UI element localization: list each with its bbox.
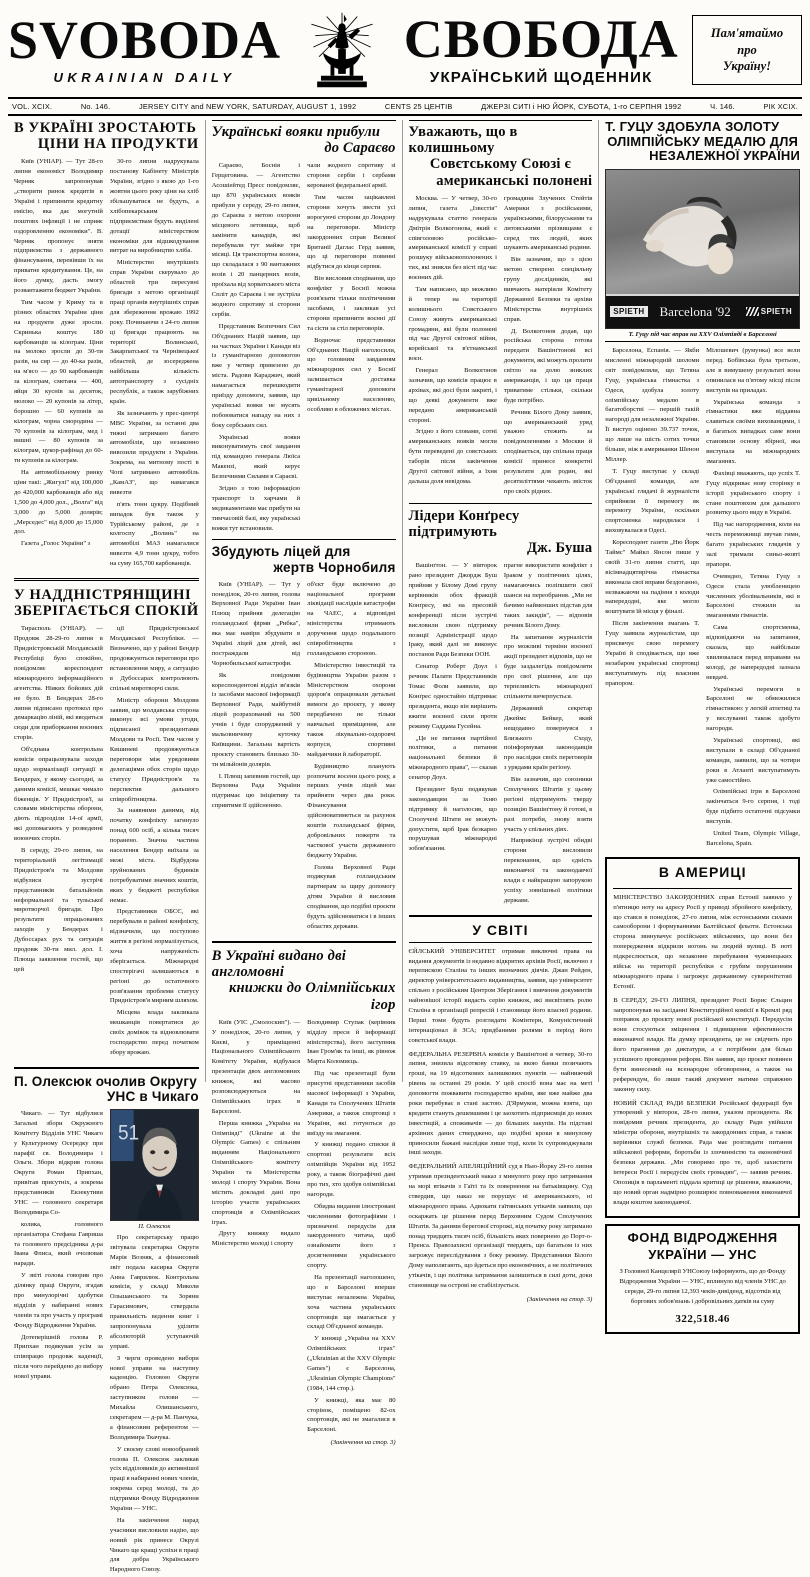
world-briefs xyxy=(409,947,593,1293)
paragraph: Українські спортовці, які виступали в складі Об'єднаної команди, заявили, що за чотири роки в Атланті виступатимуть уже самостійно. xyxy=(706,736,801,784)
paragraph: Київ (УІС „Смолоскип"). — У понеділок, 20-го липня, у Києві, у приміщенні Національного Олімпійського Комітету України, відбулася презентація двох англомовних книжок, які масово розповсюджуються на Олімпійських іграх в Барселоні. xyxy=(211,1018,301,1115)
paragraph: Очевидно, Тетяна Гуцу з Одеси стала улюбленицею численних уболівальників, які в Барселоні стежили за змаганнями гімнастів. xyxy=(706,572,801,620)
story-prices-col-a xyxy=(14,157,103,571)
section-divider xyxy=(14,578,199,581)
paragraph: Чикаго. — Тут відбулися Загальні збори Окружного Комітету Відділів УНС Чикаго у Культурному Осередку при парафії св. Володимира і Ольги. Збори відкрив голова Округи Роман Припхан, привітав присутніх, а зокрема представників Екзекутиви УНС — головного секретаря Володимира Со- xyxy=(14,1109,103,1216)
headline-line-2: ЦІНИ НА ПРОДУКТИ xyxy=(37,136,199,153)
paragraph: У книжці, яка має 80 сторінок, поміщено 82-ох спортовців, які не змагалися в Барселоні. xyxy=(307,1396,396,1434)
paragraph: За наявними даними, від початку конфлікту загинуло понад 600 осіб, а кілька тисяч поранено. Значна частина населення Бендер виїхала за межі міста. Відбудова зруйнованих будинків потребуватиме значних коштів, яких у бюджеті республіки немає. xyxy=(109,807,199,904)
paragraph: громадяни Злучених Стейтів Америки з російськими, українськими, білоруськими та литовськими прізвищами є серед тих людей, яких шукають американські родини. xyxy=(503,194,593,252)
paragraph: колика, головного організатора Стефана Гавриша та головного предсідника д-ра Івана Флиса, який очолював наради. xyxy=(14,1220,103,1268)
paragraph: Сараєво, Боснія і Герцеговина. — Агентство Асошіейтед Пресс повідомляє, що 870 українських вояків прибули у середу, 29-го липня, до Сараєва з метою охорони місцевого летовища, щоб замінити канадців, які перебували тут майже три місяці. Ця транспортна колона, що складалася з 90 вантажних возів і 20 панцерних возів, проїхала від хорватського міста Спліт до Сараєва і не зустріла жодного спротиву зі сторони сербів. xyxy=(211,162,301,318)
column-4 xyxy=(598,119,802,1325)
folio-volume: VOL. XCIX. xyxy=(12,102,53,111)
america-brief-item: В СЕРЕДУ, 29-ГО ЛИПНЯ, президент Росії Борис Єльцин запропонував на засіданні Конституційної комісії в Кремлі ряд поправок до проєкту нової російської конституції. Передусім вони стосуються зміцнення і підвищення ефективности виконавчої влади. На думку президента, це не свідчить про його прагнення до диктатури, а є потрібним для більш успішного проведення реформ. Він заявив, що проєкт повинен бути винесений на всенародне обговорення, а також на референдум, бо лише такий документ матиме справжню законну силу. xyxy=(613,996,792,1093)
headline-line-1: П. Олексюк очолив Округу xyxy=(14,1073,197,1089)
beam-branding-strip xyxy=(606,294,799,328)
paragraph: На презентації наголошено, що в Барселоні вперше виступає незалежна Україна, хоча частина українських спортовців ще змагається у складі Об'єднаної команди. xyxy=(307,1274,396,1331)
paragraph: Тим часом зацікавлені сторони хочуть звести усі ворогуючі сторони до Лондону на переговори. Міністр закордонних справ Великої Британії Даглас Герд заявив, що ці переговори повинні відбутися до кінця серпня. xyxy=(307,194,396,271)
america-brief-item: МІНІСТЕРСТВО ЗАКОРДОННИХ справ Естонії заявило у п'ятницю ноту на адресу Росії у приводі збройного конфлікту, що стався в понеділок, 27-го липня, між естонськими силами самооборони і формуваннями Балтійської фльоти. Естонська сторона звинувачує російських військових, що вони без попередження відкрили вогонь на людній вулиці. В ноті підкреслюється, що незаконне перебування чужинецьких військ на території республіки є грубим порушенням міжнародного права і загрожує державному суверенітетові Естонії. xyxy=(613,893,792,990)
headline-chornobyl-lyceum xyxy=(212,544,396,574)
story-hutsu-body xyxy=(605,346,800,851)
paragraph: У звіті голова говорив про ділянку праці Округи, згадав про минулорічні здобутки відділів у набиранні нових членів та про участь у програмі Фонду Відродження України. xyxy=(14,1272,103,1329)
story-pows-col-b xyxy=(504,194,592,499)
paragraph: Державний секретар Джеймс Бейкер, який нещодавно повернувся з Близького Сходу, поінформував законодавців про наслідки своїх переговорів з урядами країн регіону. xyxy=(503,704,593,772)
paragraph: Він зазначив, що з цією метою створено спеціяльну групу дослідників, які вивчають матеріяли Комітету Державної Безпеки та архіви Міністерства внутрішніх справ. xyxy=(503,256,593,323)
fund-title-line-2: УКРАЇНИ — УНС xyxy=(648,1247,758,1263)
folio-bar xyxy=(8,99,802,116)
folio-number: No. 146. xyxy=(80,102,111,111)
paragraph: Він висловив сподівання, що конфлікт у Боснії можна розв'язати тільки політичними засобами, і закликав усі сторони припинити воєнні дії та сісти за стіл переговорів. xyxy=(307,275,396,332)
column-top-rule xyxy=(409,120,593,121)
oleksiuk-photo-caption: П. Олексюк xyxy=(138,1222,171,1230)
story-chornobyl-body xyxy=(212,580,396,934)
paragraph: п'ять тонн цукру. Подібний випадок був також у Турійському районі, де з колгоспу „Волинь" на автомобілі МАЗ намагалися вивезти 4,9 тонн цукру, тобто на суму 165,700 карбованців. xyxy=(109,500,199,568)
barcelona-92-text: Barcelona '92 xyxy=(659,303,731,319)
paragraph: Об'єднана контрольна комісія опрацьовувала заходи щодо нормалізації ситуації в Бендерах, у якому сьогодні, за даними комісії, мешкає чимало біженців. У Придністров'ї, за словами міністерства оборони, діють підрозділи 14-ої армії, які допомагають у розведенні воюючих сторін. xyxy=(14,746,103,843)
headline-line-3: американські полонені xyxy=(436,172,593,189)
headline-line-2: Дж. Буша xyxy=(526,540,593,557)
story-chornobyl-col-a xyxy=(212,580,300,934)
paragraph: У книжці „Україна на XXV Олімпійських іграх" („Ukrainian at the XXV Olympic Games") є Барселона, „Ukrainian Olympic Champions" (1984, 144 стор.). xyxy=(307,1335,396,1392)
story-oleksiuk-col-b xyxy=(110,1109,199,1577)
article-grid xyxy=(8,119,802,1574)
america-brief-item: НОВИЙ СКЛАД РАДИ БЕЗПЕКИ Російської федерації був утворений у вівторок, 28-го липня, указом президента. Як повідомив речник президента, до складу Ради увійшли міністри оборони, внутрішніх та закордонних справ, а також керівники служб безпеки. Рада має розглядати питання військової реформи, боротьби із злочинністю та економічної безпеки держави. „Ми говоримо про те, щоб захистити інтереси Росії і передусім своїх громадян", — заявив речник. Опозиція в парламенті піддала критиці це рішення, вважаючи, що новий орган надмірно розширює повноваження виконавчої влади коштом законодавчої. xyxy=(613,1099,792,1206)
headline-hutsu-gold-medal xyxy=(605,120,800,164)
masthead xyxy=(8,6,802,94)
paragraph: Газета „Голос України" з xyxy=(21,540,91,548)
headline-line-1: В УКРАЇНІ ЗРОСТАЮТЬ xyxy=(14,120,197,136)
paragraph: Сенатор Роберт Доул і речник Палати Представників Томас Фоли заявили, що Конґрес одностайно підтримає президента, якщо він вирішить вжити воєнної сили проти режиму Саддама Гусейна. xyxy=(408,663,497,730)
section-title-in-america: В АМЕРИЦІ xyxy=(658,863,747,880)
paragraph: Як повідомив кореспондентові відділ зв'язків із засобами масової інформації Верховної Ради, майбутній ліцей розрахований на 500 учнів і буде споруджений у мальовничому куточку Київщини. Загальна вартість проєкту становить близько 30-ти мільйонів долярів. xyxy=(211,671,301,768)
paragraph: „Це не питання партійної політики, а питання національної безпеки й міжнародного права", — сказав сенатор Доул. xyxy=(408,734,497,782)
paragraph: Там написано, що можливо й тепер на території колишнього Совєтського Союзу живуть американські громадяни, які були полонені під час Другої світової війни, корейської та в'єтнамської воєн. xyxy=(408,285,497,363)
paragraph: Речник Білого Дому заявив, що американський уряд уважно стежить за повідомленнями з Москви й сподівається, що спільна праця комісії принесе конкретні результати для родин, які десятиліттями чекають звісток про своїх рідних. xyxy=(503,408,593,495)
headline-ukrainian-troops-sarajevo xyxy=(212,124,396,156)
folio-volume-uk: РІК XCIX. xyxy=(763,102,798,111)
paragraph: Згідно з тою інформацією транспорт із харчами й медикаментами має прибути на тимчасовій базі, яку українські вояки тут встановили. xyxy=(211,484,301,532)
paragraph: Сама спортсменка, відповідаючи на запитання, сказала, що найбільше хвилювалася перед вправами на колоді, де напередодні зазнала невдачі. xyxy=(706,624,801,681)
paragraph: Українські вояки виконуватимуть свої завдання під командою генерала Люїса Макензі, який керує Безпечними Силами в Сараєві. xyxy=(211,433,301,481)
section-title-world: У СВІТІ xyxy=(472,921,529,938)
story-olympic-books-col-b xyxy=(307,1018,395,1448)
promo-line-3: Україну! xyxy=(722,59,772,74)
paragraph: З черги проведено вибори нової управи на наступну каденцію. Головою Округи обрано Петра Олексюка, заступником голови — Михайла Олишанського, секретарем — д-ра М. Панчука, а фінансовим референтом — Володимира Ткачука. xyxy=(109,1354,199,1441)
story-olympic-books-col-a xyxy=(212,1018,300,1448)
section-divider xyxy=(14,1067,199,1069)
folio-place-en: JERSEY CITY and NEW YORK, SATURDAY, AUGUST 1, 1992 xyxy=(139,102,357,111)
headline-olympic-books xyxy=(212,948,396,1013)
continuation-note: (Закінчення на стор. 3) xyxy=(526,1295,593,1303)
paragraph: Під час презентації були присутні представники засобів масової інформації з України, Канади та Сполучених Штатів Америки, а також спортовці з України, які готуються до виїзду на змагання. xyxy=(307,1070,396,1137)
headline-oleksiuk-chicago xyxy=(14,1074,199,1104)
paragraph: Будівництво планують розпочати восени цього року, а перших учнів ліцей має прийняти через два роки. Фінансування здійснюватиметься за рахунок коштів голландської фірми, добровільних пожертв та часткової участи державного бюджету України. xyxy=(307,762,396,859)
paragraph: Міністерство інвестицій та будівництва України разом з Міністерством охорони здоров'я опрацювали детальні вимоги до проєкту, у якому передбачено не тільки навчальні приміщення, але також лікувально-оздоровчі корпуси, спортивні майданчики й лабораторії. xyxy=(307,661,396,758)
headline-line-1: Уважають, що в колишньому xyxy=(408,124,518,157)
svg-text:51: 51 xyxy=(117,1121,140,1145)
headline-line-1: Т. ГУЦУ ЗДОБУЛА ЗОЛОТУ xyxy=(605,119,780,134)
paragraph: Президент Буш подякував законодавцям за їхню підтримку й наголосив, що Сполучені Штати не можуть допустити, щоб Ірак безкарно порушував міжнародні зобов'язання. xyxy=(408,785,497,853)
paragraph: Т. Гуцу виступає у складі Об'єднаної команди, але українські глядачі й журналісти сприйняли її перемогу як перемогу України, оскільки спортсменка народилася і виховувалася в Одесі. xyxy=(605,467,700,535)
story-oleksiuk-col-b-text xyxy=(110,1233,199,1575)
paragraph: Як зазначають у прес-центрі МВС України, за останні два тижні затримано багато автомобілів, що незаконно вивозили продукти з України. Зокрема, на митному пості в Чопі затримано автомобіль „КамАЗ", що намагався вивезти xyxy=(109,409,199,496)
story-prices-col-b xyxy=(110,157,199,571)
spieth-swoosh-icon xyxy=(746,307,759,316)
headline-line-1: Лідери Конґресу підтримують xyxy=(408,507,520,540)
headline-transnistria xyxy=(14,587,199,619)
world-brief-item: ЄЙЛСЬКИЙ УНІВЕРСИТЕТ отримав виключні права на видання документів із недавно відкритих архівів Росії, включно з перепискою Сталіна та інших визначних діячів. Джан Рейден, директор університетського видавництва, заявив, що університет спільно з російським Центром Зберігання і вивчення документів найновішої історії видасть серію книжок, які висвітлять ролю Сталіна в організації репресій і становище його власної родини. Перші томи будуть розглядати Комінтерн, Комуністичний інтернаціонал й ЗСА; придбаними ролями в період його совєтської влади. xyxy=(408,947,593,1044)
paragraph: об'єкт буде включено до національної програми ліквідації наслідків катастрофи на ЧАЕС, а відповідні міністерства отримають доручення щодо подальшого співробітництва з голландською стороною. xyxy=(307,580,396,657)
headline-line-2: жертв Чорнобиля xyxy=(273,559,396,575)
column-1 xyxy=(8,120,205,1574)
section-underline xyxy=(613,888,792,889)
paragraph: Коресподент газети „Ню Йорк Таймс" Майкл Янсон пише у своїй 31-го липня статті, що вісімнадцятирічна гімнастка виконала свої вправи бездоганно, незважаючи на падіння з колоди напередодні, яке могло коштувати їй місця у фіналі. xyxy=(605,539,700,616)
spieth-logo-right xyxy=(743,306,795,317)
paragraph: Дотеперішній голова Р. Припхан подякував усім за співпрацю продовж каденції, після чого перейдено до вибору нової управи. xyxy=(14,1333,103,1381)
paragraph: Вашінґтон. — У вівторок рано президент Джордж Буш прийняв у Білому Домі групу керівників обох фракцій Конґресу, які на пресовій конференції після зустрічі висловили свою підтримку позиції Адміністрації щодо Іраку, який далі не виконує постанов Ради Безпеки ООН. xyxy=(408,562,497,659)
paragraph: В середу, 29-го липня, на територіальній легітимації Придністров'я та Молдови відбулися зустрічі представників батальйонів неформальної та тульської миротворчої бригади. Про результати опрацьованих заходів у Бендерах і Дубоссарах рух та ситуація продовж 30-ти мил. дол. І. Плюща заявлення гостей, що цей xyxy=(14,847,103,973)
masthead-subtitle-uk: УКРАЇНСЬКИЙ ЩОДЕННИК xyxy=(429,69,653,87)
oleksiuk-portrait-photo xyxy=(110,1109,199,1221)
story-oleksiuk-col-a xyxy=(14,1109,103,1577)
paragraph: І. Плющ запевнив гостей, що Верховна Рада України підтримає цю ініціятиву та сприятиме її здійсненню. xyxy=(211,772,301,810)
story-transnistria-col-b xyxy=(110,624,199,1059)
fund-title-line-1: ФОНД ВІДРОДЖЕННЯ xyxy=(627,1230,778,1246)
headline-line-2: ЗБЕРІГАЄТЬСЯ СПОКІЙ xyxy=(14,603,199,620)
paragraph: З Головної Канцелярії УНСоюзу інформують, що до Фонду Відродження України — УНС, вплинуло від членів УНС до середи, 29-го липня 12,393 чеків-дивіденд, відсотків від боргових зобов'язань і добровільних датків на суму xyxy=(619,1268,786,1305)
paragraph: Представники ОБСЄ, які перебували в районі конфлікту, відзначили, що поступово життя в регіоні нормалізується, хоча напруженість зберігається. Міжнародні спостерігачі залишаються в регіоні до остаточного розв'язання проблеми статусу Придністров'я мирним шляхом. xyxy=(109,908,199,1005)
story-oleksiuk-body xyxy=(14,1109,199,1577)
paragraph: ції Придністровської Молдавської Республіки. — Визначено, що у районі Бендер продовжуються переговори про встановлення миру, а ситуацію в Дубоссарах контролюють спільні миротворчі сили. xyxy=(109,625,199,692)
paragraph: United Team, Olympic Village, Barcelona, Spain. xyxy=(706,830,801,847)
masthead-title-uk: СВОБОДА xyxy=(403,8,679,69)
paragraph: Другу книжку видало Міністерство молоді і спорту xyxy=(211,1230,301,1248)
paragraph: У своєму слові новообраний голова П. Олексюк закликав усіх відділовиків до активнішої праці в набиранні нових членів, зокрема серед молоді, та до підтримки Фонду Відродження України — УНС. xyxy=(109,1445,199,1513)
paragraph: Д. Волкогонов додав, що російська сторона готова передати Вашінґтонові всі документи, які можуть пролити світло на долю зниклих американців, і що ця праця триватиме стільки, скільки буде потрібно. xyxy=(503,327,593,404)
world-brief-item: ФЕДЕРАЛЬНА РЕЗЕРВНА комісія у Вашінґтоні в четвер, 30-го липня, знизила відсоткову ставку, за якою банки позичають гроші, на 19 відсоткових залишкових пунктів — найнижчий рівень за останні 29 років. У цей спосіб вона має на меті допомогти пожвавити господарство країни, яке вже майже два роки перебуває в стані застою. Д'Ярмуков, можна взяти, що кредити стануть дешевшими і це заохотить підприємців до нових інвестицій, а споживачів — до більших закупів. На підставі архівних даних стверджено, що подібні кроки в минулому приносили бажані наслідки лише тоді, коли їх супроводжували інші заходи. xyxy=(408,1050,593,1157)
headline-line-2: до Сараєво xyxy=(324,140,396,157)
paragraph: Згідно з його словами, сотні американських вояків могли бути переведені до совєтських таборів після закінчення Другої світової війни, а їхня дальша доля невідома. xyxy=(408,428,497,485)
paragraph: На закінчення нарад учасники висловили надію, що новий рік принесе Окрузі Чикаго ще кращі успіхи в праці для добра Українського Народного Союзу. xyxy=(109,1516,199,1574)
story-hutsu-col-a xyxy=(605,346,699,851)
paragraph: чали жодного спротиву зі сторони сербів і сербами керованої федеральної армії. xyxy=(307,162,396,190)
masthead-subtitle-en: UKRAINIAN DAILY xyxy=(53,70,236,86)
story-transnistria-body xyxy=(14,624,199,1059)
paragraph: Водночас представники Об'єднаних Націй наголосили, що головним завданням міжнародних сил у Боснії залишається доставка гуманітарної допомоги цивільному населенню, особливо в обложених містах. xyxy=(307,336,396,413)
paragraph: Генерал Волкогонов зазначив, що комісія працює в архівах, які досі були закриті, і що деякі документи вже передано американській стороні. xyxy=(408,367,497,424)
story-transnistria-col-a xyxy=(14,624,103,1059)
paragraph: Після закінчення змагань Т. Гуцу заявила журналістам, що присвячує свою перемогу Україні й сподівається, що вже незабаром українські спортовці виступатимуть під власним прапором. xyxy=(605,620,700,687)
section-divider xyxy=(212,539,396,540)
headline-line-2: УНС в Чикаго xyxy=(106,1088,199,1104)
folio-place-uk: ДЖЕРЗІ СИТІ і НЮ ЙОРК, СУБОТА, 1-го СЕРПНЯ 1992 xyxy=(481,102,682,111)
story-congress-col-a xyxy=(409,561,497,907)
headline-line-1: Українські вояки прибули xyxy=(211,124,381,140)
paragraph: Про секретарську працю звітувала секретарка Округи Марія Возняк, а фінансовий звіт подала касирка Округи Анна Гаврилюк. Контрольна комісія, у складі Миколи Ольшанського та Зоряни Гарасимович, ствердила правильність ведення книг і запропонувала уділити абсолюторій уступаючій управі. xyxy=(109,1233,199,1350)
masthead-ukrainian xyxy=(403,8,679,87)
paragraph: Мілошевич (румунка) все вели перед. Бобівська була третьою, але в вимушену результаті вона опинилася на п'ятому місці після виступів на приладах. xyxy=(706,347,801,394)
headline-prices-ukraine xyxy=(14,120,199,152)
promo-line-1: Пам'ятаймо xyxy=(710,25,784,40)
story-hutsu-col-b xyxy=(706,346,800,851)
paragraph: Тирасполь (УНІАР). — Продовж 28-29-го липня в Придністровській Молдавській Республіці було спокійно, повідомляє кореспондент міжнародного інформаційного агентства. Ніяких бойових дій не було. В Бендерах 28-го липня підписано протокол про демаркацію ліній, які вводяться сюди для приборкання воєнних сторін. xyxy=(14,625,103,742)
story-congress-body xyxy=(409,561,593,907)
spieth-logo-right-text: SPIETH xyxy=(760,307,792,317)
headline-line-2: книжки до Олімпійських ігор xyxy=(228,980,396,1013)
paragraph: Барселона, Еспанія. — Якби мисленні міжнародній шоломи світ повідомляли, що Тетяна Гуцу, українська гімнастка з Одеси, здобула золоту олімпійську медалю в багатоборстві — першій такій нагороді для незалежної України. Її виступ оцінено 39.737 точок, що лише на шість сотих точки більше, ніж в американки Шенон Міллер. xyxy=(605,347,700,463)
story-pows-col-a xyxy=(409,194,497,499)
headline-american-pows xyxy=(409,124,593,189)
paragraph: Володимир Ступак (керівник відділу преси й інформації міністерства), його заступник Іван Гром'як та інші, як рівнож Марта Коломиєць. xyxy=(307,1018,396,1066)
america-briefs xyxy=(613,893,792,1210)
column-3 xyxy=(402,120,599,1303)
paragraph: Олімпійські ігри в Барселоні закінчаться 9-го серпня, і тоді буде підбито остаточні підсумки виступів. xyxy=(706,788,801,826)
continuation-note: (Закінчення на стор. 3) xyxy=(330,1439,396,1447)
paragraph: Він зазначив, що союзники Сполучених Штатів у цьому регіоні підтримують тверду позицію Вашінґтону й готові, в разі потреби, знову взяти участь у спільних діях. xyxy=(503,776,593,833)
paragraph: Фахівці вважають, що успіх Т. Гуцу відкриває нову сторінку в історії українського спорту і стане поштовхом для дальшого розвитку цього виду в Україні. xyxy=(706,469,801,517)
headline-line-2: ОЛІМПІЙСЬКУ МЕДАЛЮ ДЛЯ xyxy=(607,133,799,149)
headline-line-1: Збудують ліцей для xyxy=(211,544,351,560)
paragraph: На запитання журналістів про можливі терміни воєнної акції президент відповів, що не буде заздалегідь повідомляти про свої рішення, але що терпеливість міжнародної спільноти вичерпується. xyxy=(503,633,593,700)
section-divider xyxy=(409,503,593,504)
paragraph: Місцева влада закликала мешканців повертатися до своїх домівок та відновлювати господарство перед початком збору врожаю. xyxy=(109,1009,199,1056)
paragraph: Перша книжка „Україна на Олімпіяді" (Ukraine at the Olympic Games) є спільним виданням Національного Олімпійського комітету України та Міністерства молоді і спорту України. Вона містить докладні дані про історію участи українських спортовців в Олімпійських іграх. xyxy=(211,1119,301,1226)
story-congress-col-b xyxy=(504,561,592,907)
paragraph: Обидва видання ілюстровані численними фотографіями і призначені передусім для закордонного читача, щоб ознайомити його з досягненнями українського спорту. xyxy=(307,1202,396,1270)
story-sarajevo-body xyxy=(212,161,396,535)
paragraph: Наприкінці зустрічі обидві сторони висловили переконання, що єдність виконавчої та законодавчої влади є найкращою запорукою успіху зовнішньої політики держави. xyxy=(503,837,593,904)
folio-number-uk: Ч. 146. xyxy=(710,102,735,111)
masthead-english xyxy=(8,9,281,86)
headline-congress-supports-bush xyxy=(409,508,593,557)
in-america-section xyxy=(605,857,800,1219)
masthead-title-en: SVOBODA xyxy=(8,9,281,70)
gymnast-on-balance-beam-photo xyxy=(605,169,800,329)
story-pows-body xyxy=(409,194,593,499)
paragraph: Представник Безпечних Сил Об'єднаних Націй заявив, що на частках України і Канади віз із гуманітарною допомогою вже у четвер привезено до міста. Радови Караджич, який намагається перешкодити приїзду допомоги, заявив, що українські вояки не мусять побоюватися нападу на них з боку сербських сил. xyxy=(211,322,301,429)
folio-price: CENTS 25 ЦЕНТІВ xyxy=(384,102,453,111)
section-divider xyxy=(212,941,396,943)
story-chornobyl-col-b xyxy=(307,580,395,934)
paragraph: прагне використати конфлікт з Іраком у політичних цілях, намагаючись поліпшити свої шанси на переобрання. „Ми не бачимо найменших підстав для таких закидів", — відповів речник Білого Дому. xyxy=(503,562,593,629)
paragraph: Тим часом у Криму та в різних областях України ціни на продукти дуже зросли. Скринька коштує 180 карбованців за кілограм. Ціни на молоко зросли до 30-ти разів, на сир — до 40-ка разів, на м'ясо — до 90 карбованців за кілограм, сметана — 400, яйця 30 куснів за десяток, молоко — 20 купонів за літер, борошно — 60 купонів за кілограм, чорна смородина — 70 купонів за кілограм, мед і вишні — 80 купонів за кілограм, цукор-рафінад до 60-ти купонів за кілограм. xyxy=(14,298,103,465)
paragraph: Міністерство внутрішніх справ України скерувало до областей три пересувні бригади з метою організації праці органів внутрішніх справ для збереження врожаю 1992 року. Починаючи з 24-го липня ці бригади працюють на території Волинської, Закарпатської та Чернівецької областей, де зосереджена найбільша кількість автотранспорту з сусідніх республік, а також зарубіжних країн. xyxy=(109,259,199,405)
column-top-rule xyxy=(212,120,396,121)
section-underline xyxy=(409,942,593,943)
remember-ukraine-promo-box xyxy=(692,15,802,85)
fund-renaissance-ukraine-box xyxy=(605,1224,800,1333)
headline-line-2: Совєтському Союзі є xyxy=(429,156,571,173)
story-prices-ukraine-body xyxy=(14,157,199,571)
paragraph: Київ (УНІАР). — Тут у понеділок, 20-го липня, голова Верховної Ради України Іван Плющ прийняв делегацію голландської фірми „Рибка", яка має наміри збудувати в Україні ліцей для дітей, які постраждали від Чорнобильської катастрофи. xyxy=(211,580,301,667)
column-2 xyxy=(205,120,402,1447)
paragraph: Під час нагородження, коли на честь переможниці звучав гимн, багато українських глядачів у залі тримали синьо-жовті прапори. xyxy=(706,521,801,568)
paragraph: На автомобільному ринку ціни такі: „Жигулі" від 100,000 до 420,000 карбованців або від 1,500 до 4,000 дол., „Волга" від 3,000 до 5,000 долярів; „Мерседес" від 8,000 до 15,000 дол. xyxy=(14,469,103,536)
headline-line-1: В Україні видано дві англомовні xyxy=(211,947,346,981)
story-olympic-books-body xyxy=(212,1018,396,1448)
story-sarajevo-col-b xyxy=(307,161,395,535)
paragraph: Київ (УНІАР). — Тут 28-го липня економіст Володимир Черняк запропонував „створити ринок кредитів в Україні і припинити кредитну емісію, яка дає могутній поштовх інфляції і не сприяє оздоровленню економіки". В. Черняк пропонує зняти підприємства з державного фінансування, перевівши їх на приватне кредитування. Це, на його думку, дасть змогу розвантажити бюджет України. xyxy=(14,158,103,295)
paragraph: Москва. — У четвер, 30-го липня, газета „Ізвєстія" надрукувала статтю генерала Дмітрія Волкогонова, який є співголовою російсько-американської комісії у справі розшуку військовополонених і тих, які зникли без вісті під час воєнних дій. xyxy=(408,194,497,282)
gymnast-photo-caption: Т. Гуцу під час вправ на XXV Олімпіяді в Барселоні xyxy=(605,329,800,343)
paragraph: 30-го липня надрукувала постанову Кабінету Міністрів України, згідно з якою до 1-го жовтня цього року ціни на хліб збільшуватися не будуть, а хлібопекарським підприємствам будуть виділені дотації міністерством економіки для відшкодування витрат на виробництво хліба. xyxy=(109,158,199,255)
paragraph: У книжці подано списки й спортові результати всіх олімпійців України від 1952 року, а також біографічні дані про тих, хто здобув олімпійські нагороди. xyxy=(307,1141,396,1198)
story-sarajevo-col-a xyxy=(212,161,300,535)
section-divider xyxy=(409,915,593,917)
headline-line-3: НЕЗАЛЕЖНОЇ УКРАЇНИ xyxy=(649,148,800,164)
statue-of-liberty-trident-emblem xyxy=(288,7,396,93)
fund-body-text xyxy=(613,1267,792,1307)
paragraph: Українські перемоги в Барселоні не обмежилися гімнастикою: у легкій атлетиці та у веслуванні також здобуто нагороди. xyxy=(706,685,801,733)
paragraph: Голова Верховної Ради подякував голландським партнерам за щиру допомогу дітям України й висловив сподівання, що подібні проєкти будуть здійснюватися і в інших областях держави. xyxy=(307,863,396,930)
paragraph: Українська команда з гімнастики вже віддавна славиться своїми вихованцями, і в багатьох випадках саме вони становили основу збірної, яка виступала на міжнародних змаганнях. xyxy=(706,398,801,465)
headline-line-1: У НАДДНІСТРЯНЩИНІ xyxy=(14,586,192,603)
paragraph: Міністр оборони Молдови заявив, що молдавська сторона виконує всі умови угоди, підписаної президентами Молдови та Росії. Тим часом у Кишиневі продовжуються переговори між урядовими делегаціями обох сторін щодо статусу Придністров'я та перспектив дальшого співробітництва. xyxy=(109,696,199,803)
spieth-logo-left: SPIETH xyxy=(610,306,647,317)
world-brief-item: ФЕДЕРАЛЬНИЙ АПЕЛЯЦІЙНИЙ суд в Нью-Йорку 29-го липня утримав президентський наказ з минулого року про затримання на морі втікачів з Гаїті та їх повернення на батьківщину. Суд ствердив, що наказ не порушує ні американського, ні міжнародного права. Адвокати гаїтянських утікачів заявили, що оскаржать це рішення перед Верховним Судом Сполучених Штатів. За даними берегової сторожі, від початку року затримано понад тридцять тисяч осіб, більшість яких повернено до Порт-о-Пренса. Правозахисні організації твердять, що багатьом із них загрожує переслідування з боку режиму. Представники Білого Дому наполягають, що йдеться про економічних, а не політичних утікачів, і що політика затримання залишиться в силі доти, доки становище на острові не стабілізується. xyxy=(408,1163,593,1290)
promo-line-2: про xyxy=(737,42,757,57)
fund-amount: 322,518.46 xyxy=(675,1312,730,1325)
